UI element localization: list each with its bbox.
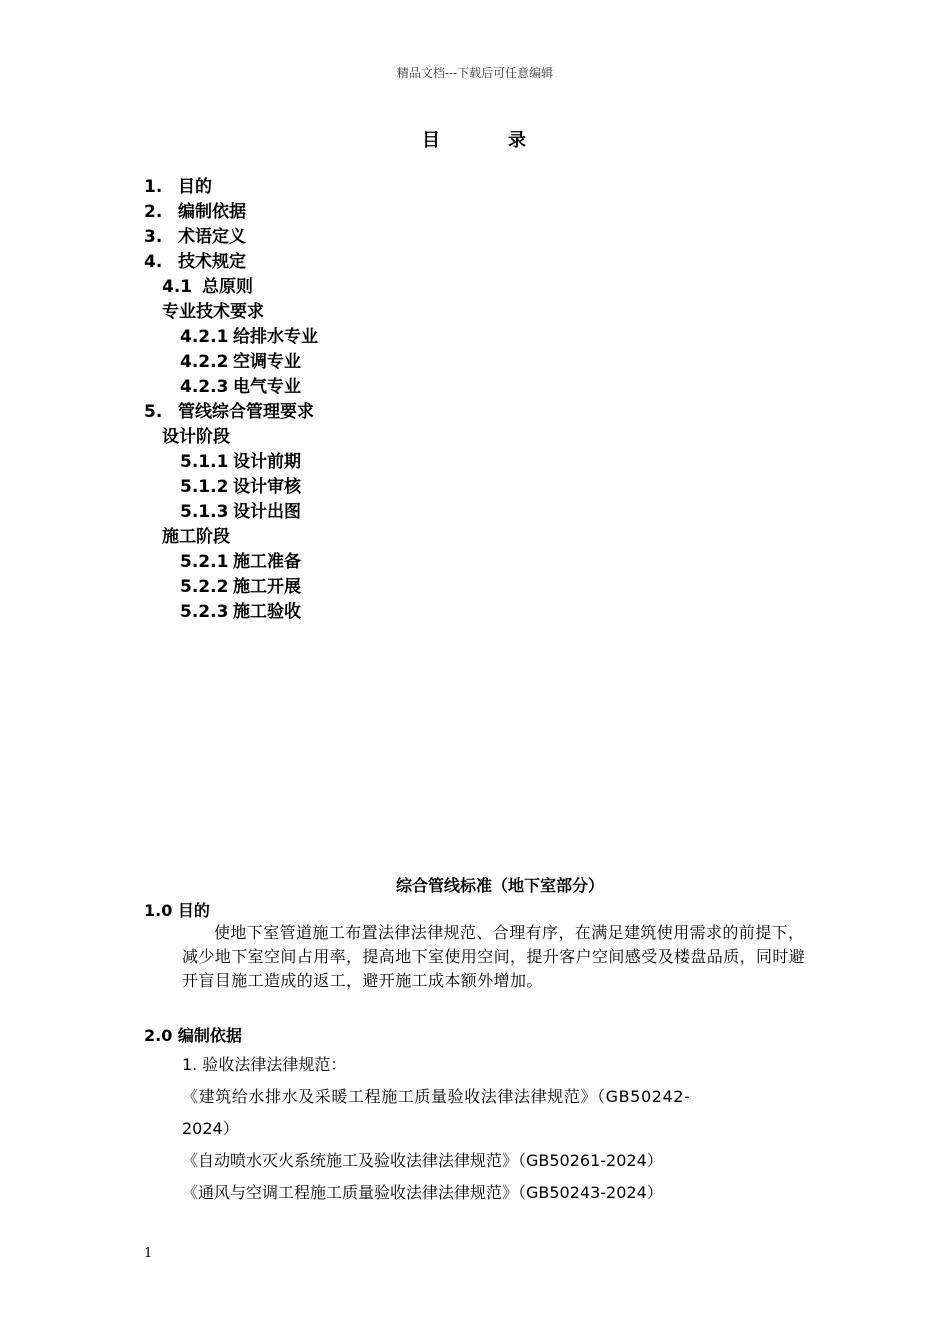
reference-item: 《自动喷水灭火系统施工及验收法律法律规范》（GB50261-2024） <box>182 1151 663 1170</box>
toc-item-label: 施工准备 <box>233 552 301 572</box>
toc-item-number: 5.2.1 <box>180 552 229 572</box>
toc-item-label: 编制依据 <box>178 202 246 222</box>
toc-item-label: 空调专业 <box>233 352 301 372</box>
toc-title: 目录 <box>422 130 594 151</box>
document-title: 综合管线标准（地下室部分） <box>395 876 604 895</box>
reference-item: 《建筑给水排水及采暖工程施工质量验收法律法律规范》（GB50242- <box>182 1087 691 1106</box>
toc-item-label: 给排水专业 <box>233 327 318 347</box>
toc-item-number: 5.2.3 <box>180 602 229 622</box>
toc-item-label: 技术规定 <box>178 252 246 272</box>
toc-item <box>162 525 230 549</box>
toc-item <box>180 600 301 624</box>
toc-item-number: 3. <box>144 227 163 247</box>
toc-item-label: 施工阶段 <box>162 527 230 547</box>
toc-item <box>144 200 246 224</box>
toc-item <box>180 450 301 474</box>
reference-item-continued: 2024） <box>182 1119 239 1138</box>
toc-item-label: 施工开展 <box>233 577 301 597</box>
toc-item-label: 施工验收 <box>233 602 301 622</box>
toc-item-label: 设计审核 <box>233 477 301 497</box>
toc-item-number: 5.2.2 <box>180 577 229 597</box>
toc-item-label: 电气专业 <box>233 377 301 397</box>
toc-item-label: 设计前期 <box>233 452 301 472</box>
toc-item <box>180 575 301 599</box>
toc-item-number: 4.2.2 <box>180 352 229 372</box>
toc-item-number: 4.2.3 <box>180 377 229 397</box>
reference-item: 《通风与空调工程施工质量验收法律法律规范》（GB50243-2024） <box>182 1183 663 1202</box>
section-heading-purpose: 1.0 目的 <box>144 901 210 920</box>
toc-item-label: 总原则 <box>202 277 253 297</box>
page-number: 1 <box>144 1246 153 1261</box>
basis-subheading: 1. 验收法律法律规范： <box>182 1055 347 1074</box>
toc-item-number: 5. <box>144 402 163 422</box>
toc-item <box>180 500 301 524</box>
toc-item <box>180 550 301 574</box>
section-heading-basis: 2.0 编制依据 <box>144 1026 242 1045</box>
toc-item-number: 1. <box>144 177 163 197</box>
toc-item <box>144 250 246 274</box>
toc-item <box>180 350 301 374</box>
toc-item-number: 5.1.1 <box>180 452 229 472</box>
toc-item-label: 术语定义 <box>178 227 246 247</box>
toc-item-number: 2. <box>144 202 163 222</box>
toc-item-label: 专业技术要求 <box>162 302 264 322</box>
toc-item <box>144 175 212 199</box>
toc-item <box>162 300 264 324</box>
page-header: 精品文档---下载后可任意编辑 <box>396 66 554 80</box>
purpose-paragraph: 使地下室管道施工布置法律法律规范、合理有序，在满足建筑使用需求的前提下，减少地下室空间占用率，提高地下室使用空间，提升客户空间感受及楼盘品质，同时避开盲目施工造成的返工，避开施工成本额外增加。 <box>182 923 806 990</box>
toc-item <box>144 400 314 424</box>
toc-item <box>162 425 230 449</box>
toc-item-label: 设计阶段 <box>162 427 230 447</box>
toc-item-number: 5.1.2 <box>180 477 229 497</box>
toc-item-number: 4. <box>144 252 163 272</box>
toc-item <box>180 475 301 499</box>
toc-item-label: 设计出图 <box>233 502 301 522</box>
toc-item-label: 目的 <box>178 177 212 197</box>
toc-item-label: 管线综合管理要求 <box>178 402 314 422</box>
toc-item-number: 5.1.3 <box>180 502 229 522</box>
toc-item <box>144 225 246 249</box>
toc-item <box>180 325 318 349</box>
toc-item <box>162 275 253 299</box>
toc-item-number: 4.2.1 <box>180 327 229 347</box>
toc-item <box>180 375 301 399</box>
toc-item-number: 4.1 <box>162 277 193 297</box>
